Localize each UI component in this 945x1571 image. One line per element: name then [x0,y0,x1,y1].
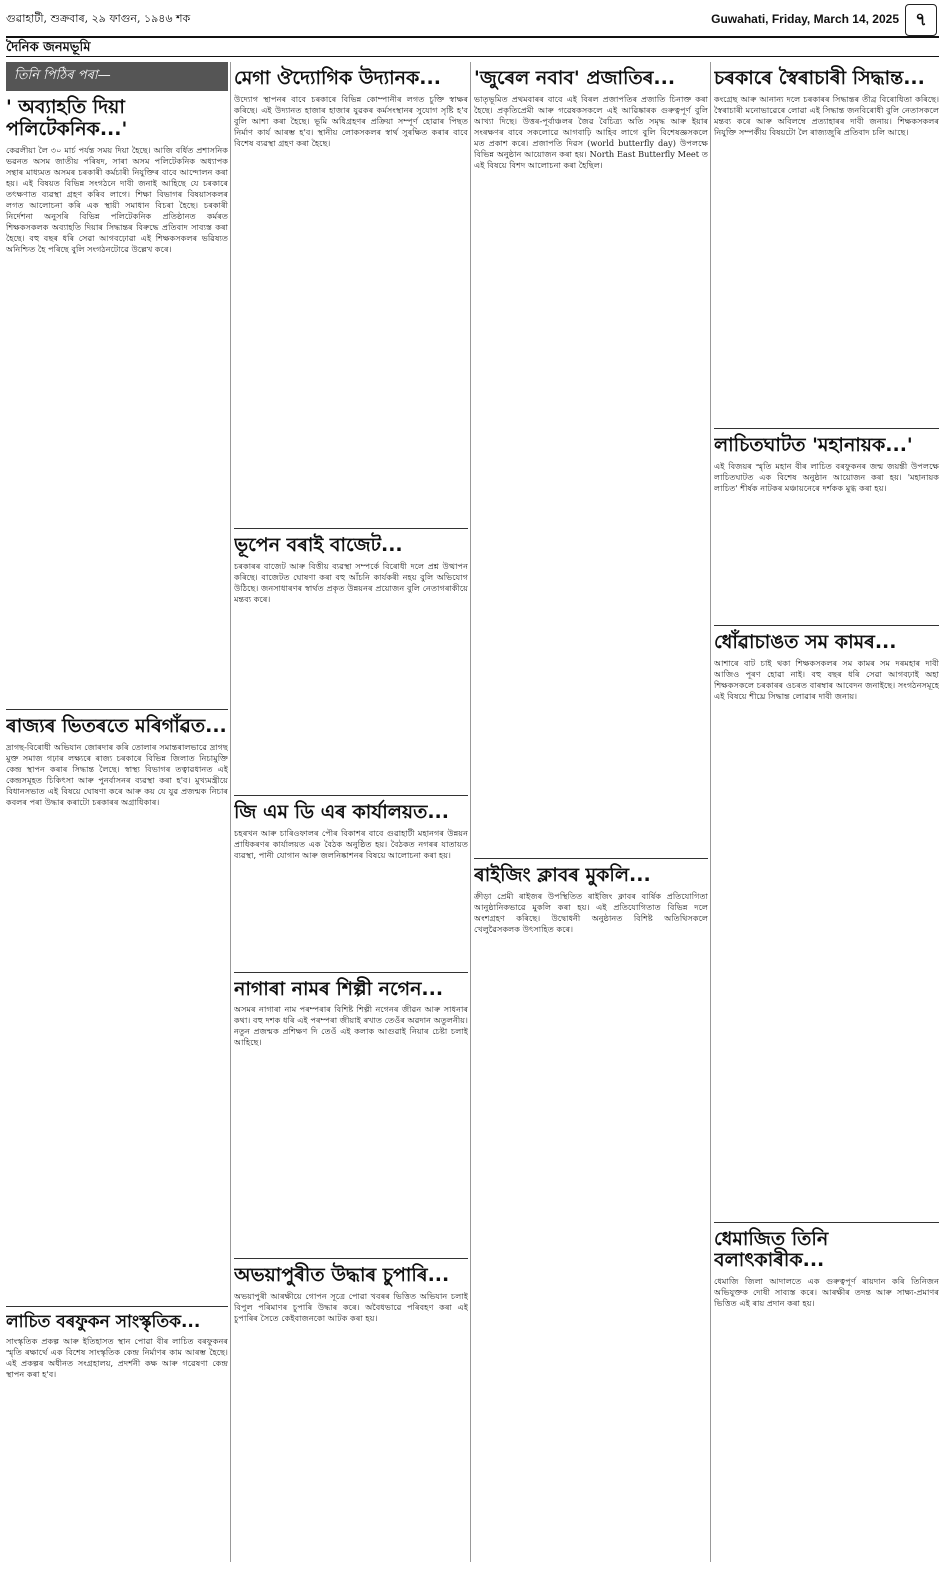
column-divider [470,62,471,1562]
headline-abhayapuri[interactable]: অভয়াপুৰীত উদ্ধাৰ চুপাৰি... [234,1264,450,1287]
article-body: কেৱলীয়া লৈ ৩০ মাৰ্চ পৰ্যন্ত সময় দিয়া হৈছে। আজি বৰ্ধিত প্ৰশাসনিক ভৱনত অসম জাতীয় পৰিষদ, সাৰা অসম পলিটেকনিক অধ্যাপক সন্থাৰ মাধ্যমত অসমৰ চৰকাৰী কৰ্মচাৰী নিযুক্তিৰ বাবে আন্দোলন কৰা হয়। এই বিষয়ত বিভিন্ন সংগঠনে দাবী জনাই আহিছে যে চৰকাৰে তৎক্ষণাত ব্যৱস্থা গ্ৰহণ কৰিব লাগে। শিক্ষা বিভাগৰ বিষয়াসকলৰ লগত আলোচনা কৰি এক স্থায়ী সমাধান বিচৰা হৈছে। চৰকাৰী নিৰ্দেশনা অনুসৰি বিভিন্ন পলিটেকনিক প্ৰতিষ্ঠানত কৰ্মৰত শিক্ষকসকলক অব্যাহতি দিয়াৰ সিদ্ধান্তৰ বিৰুদ্ধে প্ৰতিবাদ সাব্যস্ত কৰা হৈছে। বহু বছৰ ধৰি সেৱা আগবঢ়োৱা এই শিক্ষকসকলৰ ভৱিষ্যত অনিশ্চিত হৈ পৰিছে বুলি সংগঠনটোৱে উল্লেখ কৰে। [6,144,228,254]
headline-polytechnic[interactable]: ' অব্যাহতি দিয়া পলিটেকনিক...' [6,96,128,140]
divider [234,972,468,973]
divider [234,795,468,796]
divider [714,1222,939,1223]
column-3 [474,62,708,939]
headline-lachitghat[interactable]: লাচিতঘাটত 'মহানায়ক...' [714,433,913,456]
headline-mega-industrial[interactable]: মেগা ঔদ্যোগিক উদ্যানক... [234,67,441,89]
article-body: ক্ৰীড়া প্ৰেমী ৰাইজৰ উপস্থিতিত ৰাইজিং ক্লাবৰ বাৰ্ষিক প্ৰতিযোগিতা আনুষ্ঠানিকভাৱে মুকলি কৰা হয়। এই প্ৰতিযোগিতাত বিভিন্ন দলে অংশগ্ৰহণ কৰিছে। উদ্বোধনী অনুষ্ঠানত বিশিষ্ট অতিথিসকলে খেলুৱৈসকলক উৎসাহিত কৰে। [474,890,708,934]
continued-kicker: তিনি পিঠিৰ পৰা— [6,62,228,91]
headline-autocratic-decision[interactable]: চৰকাৰে স্বৈৰাচাৰী সিদ্ধান্ত... [714,67,925,89]
column-divider [230,62,231,1562]
divider [474,858,708,859]
masthead-rule [6,36,939,38]
headline-rising-club[interactable]: ৰাইজিং ক্লাবৰ মুকলি... [474,863,651,886]
divider [234,1258,468,1259]
article-body: অসমৰ নাগাৰা নাম পৰম্পৰাৰ বিশিষ্ট শিল্পী নগেনৰ জীৱন আৰু সাধনাৰ কথা। বহু দশক ধৰি এই পৰম্পৰা জীয়াই ৰখাত তেওঁৰ অৱদান অতুলনীয়। নতুন প্ৰজন্মক প্ৰশিক্ষণ দি তেওঁ এই কলাক আগুৱাই নিয়াৰ চেষ্টা চলাই আহিছে। [234,1004,468,1048]
article-body: সাংস্কৃতিক প্ৰকল্প আৰু ইতিহাসত স্থান পোৱা বীৰ লাচিত বৰফুকনৰ স্মৃতি ৰক্ষাৰ্থে এক বিশেষ সাংস্কৃতিক কেন্দ্ৰ নিৰ্মাণৰ কাম আৰম্ভ হৈছে। এই প্ৰকল্পৰ অধীনত সংগ্ৰহালয়, প্ৰদৰ্শনী কক্ষ আৰু গৱেষণা কেন্দ্ৰ স্থাপন কৰা হ'ব। [6,1336,228,1380]
article-body: উদ্যোগ স্থাপনৰ বাবে চৰকাৰে বিভিন্ন কোম্পানীৰ লগত চুক্তি স্বাক্ষৰ কৰিছে। এই উদ্যানত হাজাৰ হাজাৰ যুৱকৰ কৰ্মসংস্থানৰ সুযোগ সৃষ্টি হ'ব বুলি আশা কৰা হৈছে। ভূমি অধিগ্ৰহণৰ প্ৰক্ৰিয়া সম্পূৰ্ণ হোৱাৰ পিছত নিৰ্মাণ কাৰ্য আৰম্ভ হ'ব। স্থানীয় লোকসকলৰ স্বাৰ্থ সুৰক্ষিত কৰাৰ বাবে বিশেষ ব্যৱস্থা গ্ৰহণ কৰা হৈছে। [234,93,468,148]
headline-dhowachang[interactable]: ধোঁৱাচাঙত সম কামৰ... [714,630,897,653]
headline-jewel-nawab[interactable]: 'জুৰেল নবাব' প্ৰজাতিৰ... [474,67,676,89]
divider [6,1306,228,1307]
page-header [0,0,945,40]
headline-morigaon[interactable]: ৰাজ্যৰ ভিতৰতে মৰিগাঁৱত... [6,714,227,737]
headline-dhemaji[interactable]: ধেমাজিত তিনি বলাৎকাৰীক... [714,1227,829,1272]
headline-lachit-cultural[interactable]: লাচিত বৰফুকন সাংস্কৃতিক... [6,1311,201,1332]
article-body: অভয়াপুৰী আৰক্ষীয়ে গোপন সূত্ৰে পোৱা খবৰৰ ভিত্তিত অভিযান চলাই বিপুল পৰিমাণৰ চুপাৰি উদ্ধাৰ কৰে। অবৈধভাৱে পৰিবহণ কৰা এই চুপাৰিৰ সৈতে কেইবাজনকো আটক কৰা হয়। [234,1291,468,1324]
column-divider [710,62,711,1562]
headline-nagara-artist[interactable]: নাগাৰা নামৰ শিল্পী নগেন... [234,977,444,1000]
masthead-rule-lower [6,56,939,57]
divider [6,709,228,710]
article-body: ধেমাজি জিলা আদালতে এক গুৰুত্বপূৰ্ণ ৰায়দান কৰি তিনিজন অভিযুক্তক দোষী সাব্যস্ত কৰে। আৰক্ষীৰ তদন্ত আৰু সাক্ষ্য-প্ৰমাণৰ ভিত্তিত এই ৰায় প্ৰদান কৰা হয়। [714,1276,939,1309]
article-body: চৰকাৰৰ বাজেট আৰু বিত্তীয় ব্যৱস্থা সম্পৰ্কে বিৰোধী দলে প্ৰশ্ন উত্থাপন কৰিছে। বাজেটত ঘোষণা কৰা বহু আঁচনি কাৰ্যকৰী নহয় বুলি অভিযোগ উঠিছে। জনসাধাৰণৰ স্বাৰ্থত প্ৰকৃত উন্নয়নৰ প্ৰয়োজন বুলি নেতাগৰাকীয়ে মন্তব্য কৰে। [234,560,468,604]
article-body: দ্ৰাগছ-বিৰোধী অভিযান জোৰদাৰ কৰি তোলাৰ সমান্তৰালভাৱে দ্ৰাগছ মুক্ত সমাজ গঢ়াৰ লক্ষ্যৰে ৰাজ্য চৰকাৰে বিভিন্ন জিলাত নিচামুক্তি কেন্দ্ৰ স্থাপন কৰাৰ সিদ্ধান্ত লৈছে। স্বাস্থ্য বিভাগৰ তত্বাৱধানত এই কেন্দ্ৰসমূহত চিকিৎসা আৰু পুনৰ্বাসনৰ ব্যৱস্থা কৰা হ'ব। মুখ্যমন্ত্ৰীয়ে বিধানসভাত এই বিষয়ে ঘোষণা কৰে আৰু কয় যে যুৱ প্ৰজন্মক নিচাৰ কবলৰ পৰা উদ্ধাৰ কৰাটো চৰকাৰৰ অগ্ৰাধিকাৰ। [6,741,228,807]
masthead: দৈনিক জনমভূমি [6,40,91,55]
article-body: আশাৰে বাট চাই থকা শিক্ষকসকলৰ সম কামৰ সম দৰমহাৰ দাবী আজিও পূৰণ হোৱা নাই। বহু বছৰ ধৰি সেৱা আগবঢ়াই অহা শিক্ষকসকলে চৰকাৰৰ ওচৰত বাৰম্বাৰ আবেদন জনাইছে। সংগঠনসমূহে এই বিষয়ে শীঘ্ৰে সিদ্ধান্ত লোৱাৰ দাবী জনায়। [714,657,939,701]
column-2 [234,62,468,1328]
article-body: ভাতৃভূমিত প্ৰথমবাৰৰ বাবে এই বিৰল প্ৰজাপতিৰ প্ৰজাতি চিনাক্ত কৰা হৈছে। প্ৰকৃতিপ্ৰেমী আৰু গৱেষকসকলে এই আৱিষ্কাৰক গুৰুত্বপূৰ্ণ বুলি আখ্যা দিছে। উত্তৰ-পূৰ্বাঞ্চলৰ জৈৱ বৈচিত্ৰ্য অতি সমৃদ্ধ আৰু ইয়াৰ সংৰক্ষণৰ বাবে সকলোৱে আগবাঢ়ি আহিব লাগে বুলি বিশেষজ্ঞসকলে মত প্ৰকাশ কৰে। প্ৰজাপতি দিৱস (world butterfly day) উপলক্ষে বিভিন্ন অনুষ্ঠান আয়োজন কৰা হয়। North East Butterfly Meet ত এই বিষয়ে বিশদ আলোচনা কৰা হৈছিল। [474,93,708,170]
column-4 [714,62,939,1313]
page-number: ৭ [905,4,937,36]
divider [714,625,939,626]
headline-gmda[interactable]: জি এম ডি এৰ কাৰ্যালয়ত... [234,800,449,823]
date-assamese: গুৱাহাটী, শুক্ৰবাৰ, ২৯ ফাগুন, ১৯৪৬ শক [6,12,191,25]
divider [714,428,939,429]
divider [234,528,468,529]
headline-bhupen-budget[interactable]: ভূপেন বৰাই বাজেট... [234,533,403,556]
date-english: Guwahati, Friday, March 14, 2025 [711,12,899,26]
article-body: কংগ্ৰেছ আৰু আনান্য দলে চৰকাৰৰ সিদ্ধান্তৰ তীব্ৰ বিৰোধিতা কৰিছে। স্বৈৰাচাৰী মনোভাৱেৰে লোৱা এই সিদ্ধান্ত জনবিৰোধী বুলি নেতাসকলে মন্তব্য কৰে আৰু অবিলম্বে প্ৰত্যাহাৰৰ দাবী জনায়। শিক্ষকসকলৰ নিযুক্তি সম্পৰ্কীয় বিষয়টো লৈ ৰাজ্যজুৰি প্ৰতিবাদ চলি আছে। [714,93,939,137]
article-body: চহৰখন আৰু চাৰিওফালৰ পৌৰ বিকাশৰ বাবে গুৱাহাটী মহানগৰ উন্নয়ন প্ৰাধিকৰণৰ কাৰ্যালয়ত এক বৈঠক অনুষ্ঠিত হয়। বৈঠকত নগৰৰ যাতায়ত ব্যৱস্থা, পানী যোগান আৰু জলনিষ্কাশনৰ বিষয়ে আলোচনা কৰা হয়। [234,827,468,860]
column-1 [6,62,228,1384]
article-body: এই বিজয়ৰ স্মৃতি মহান বীৰ লাচিত বৰফুকনৰ জন্ম জয়ন্তী উপলক্ষে লাচিতঘাটত এক বিশেষ অনুষ্ঠান আয়োজন কৰা হয়। 'মহানায়ক লাচিত' শীৰ্ষক নাটকৰ মঞ্চায়নেৰে দৰ্শকক মুগ্ধ কৰা হয়। [714,460,939,493]
